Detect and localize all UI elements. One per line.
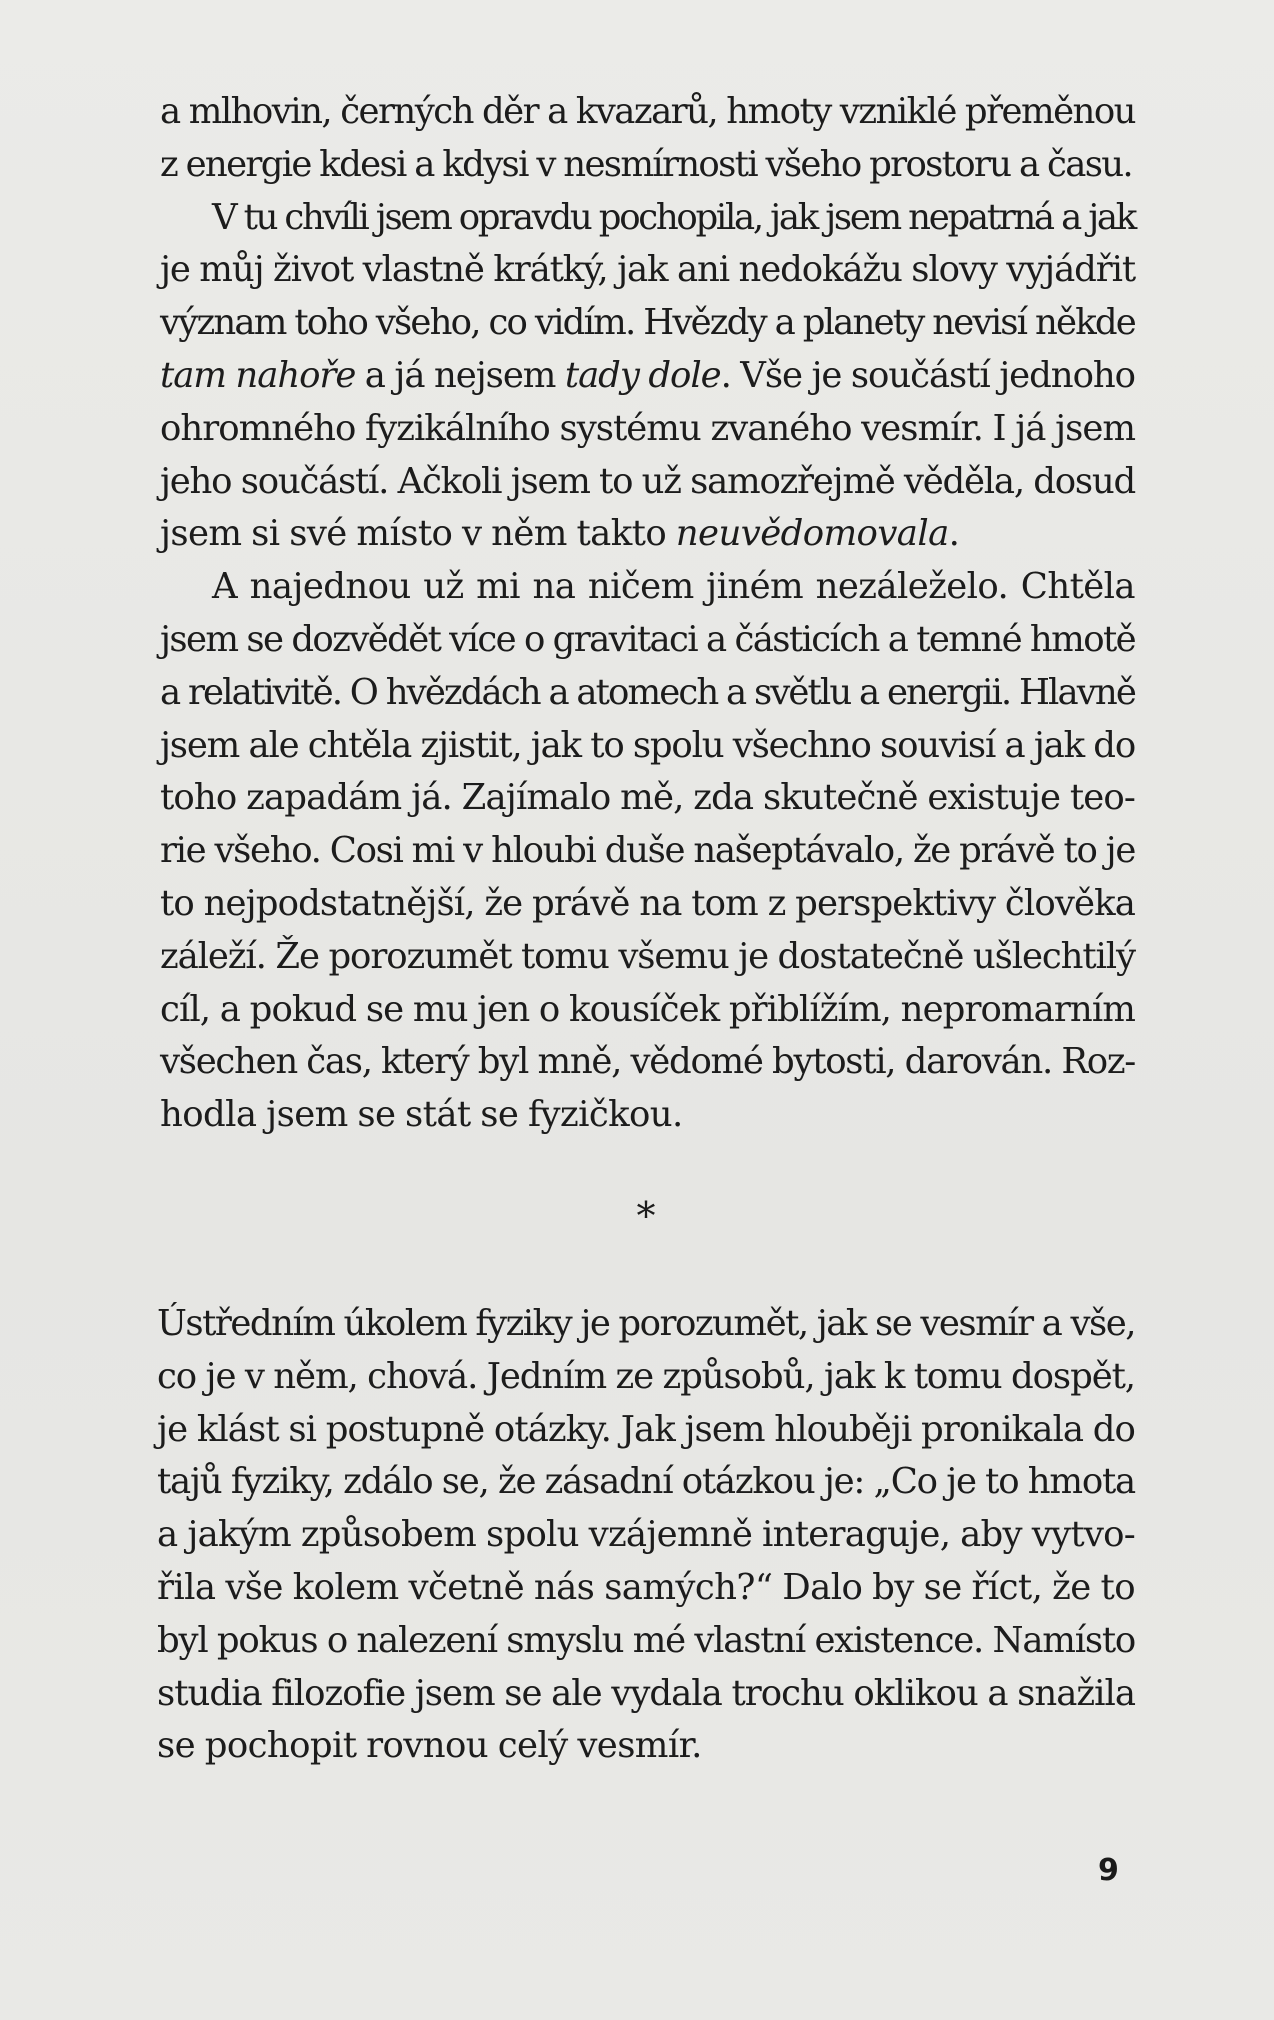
text-line: a jakým způsobem spolu vzájemně interaguje, aby vytvo- <box>157 1514 1135 1556</box>
italic-phrase: neuvědomovala <box>675 513 949 555</box>
text-line: je můj život vlastně krátký, jak ani nedokážu slovy vyjádřit <box>160 249 1135 291</box>
text-line: studia filozofie jsem se ale vydala trochu oklikou a snažila <box>157 1672 1135 1714</box>
text-line: Ústředním úkolem fyziky je porozumět, jak se vesmír a vše, <box>157 1303 1135 1344</box>
text-line: tajů fyziky, zdálo se, že zásadní otázkou je: „Co je to hmota <box>157 1461 1135 1503</box>
text-line: A najednou už mi na ničem jiném nezáleželo. Chtěla <box>212 566 1135 608</box>
text-fragment: . Vše je součástí jednoho <box>720 354 1135 396</box>
section-2-text <box>157 1298 1135 1773</box>
text-line: význam toho všeho, co vidím. Hvězdy a planety nevisí někde <box>160 302 1135 344</box>
main-text-block <box>160 86 1135 1142</box>
text-line: to nejpodstatnější, že právě na tom z perspektivy člověka <box>160 882 1135 924</box>
text-line: cíl, a pokud se mu jen o kousíček přiblížím, nepromarním <box>160 988 1135 1030</box>
paragraph-2 <box>160 192 1135 562</box>
text-line: všechen čas, který byl mně, vědomé bytosti, darován. Roz- <box>160 1041 1135 1083</box>
text-line: je klást si postupně otázky. Jak jsem hlouběji pronikala do <box>157 1408 1135 1450</box>
text-line: ohromného fyzikálního systému zvaného vesmír. I já jsem <box>160 407 1135 449</box>
paragraph-4 <box>157 1298 1135 1773</box>
italic-phrase: tam nahoře <box>160 354 356 396</box>
text-line: záleží. Že porozumět tomu všemu je dostatečně ušlechtilý <box>160 935 1135 977</box>
page-number: 9 <box>1098 1853 1119 1888</box>
text-line: byl pokus o nalezení smyslu mé vlastní existence. Namísto <box>157 1619 1135 1661</box>
text-line <box>160 350 1135 403</box>
text-fragment: . <box>948 513 960 555</box>
section-divider-asterisk: * <box>636 1194 656 1238</box>
text-line: a mlhovin, černých děr a kvazarů, hmoty vzniklé přeměnou <box>160 91 1135 132</box>
text-line: hodla jsem se stát se fyzičkou. <box>160 1094 683 1136</box>
text-line: z energie kdesi a kdysi v nesmírnosti všeho prostoru a času. <box>160 143 1132 185</box>
italic-phrase: tady dole <box>564 354 721 396</box>
text-line: jsem ale chtěla zjistit, jak to spolu všechno souvisí a jak do <box>160 724 1135 766</box>
text-line: toho zapadám já. Zajímalo mě, zda skutečně existuje teo- <box>160 777 1135 819</box>
text-fragment: jsem si své místo v něm takto <box>160 513 676 555</box>
text-fragment: a já nejsem <box>355 354 565 396</box>
paragraph-3 <box>160 561 1135 1142</box>
text-line: rie všeho. Cosi mi v hloubi duše našeptávalo, že právě to je <box>160 830 1135 872</box>
text-line: V tu chvíli jsem opravdu pochopila, jak jsem nepatrná a jak <box>212 196 1135 238</box>
text-line: se pochopit rovnou celý vesmír. <box>157 1725 702 1767</box>
paragraph-1 <box>160 86 1135 192</box>
text-line: co je v něm, chová. Jedním ze způsobů, jak k tomu dospět, <box>157 1355 1135 1397</box>
text-line: jeho součástí. Ačkoli jsem to už samozřejmě věděla, dosud <box>160 460 1135 502</box>
text-line: jsem se dozvědět více o gravitaci a částicích a temné hmotě <box>160 618 1135 660</box>
text-line <box>160 508 1135 561</box>
text-line: řila vše kolem včetně nás samých?“ Dalo by se říct, že to <box>157 1566 1135 1608</box>
text-line: a relativitě. O hvězdách a atomech a světlu a energii. Hlavně <box>160 671 1135 713</box>
